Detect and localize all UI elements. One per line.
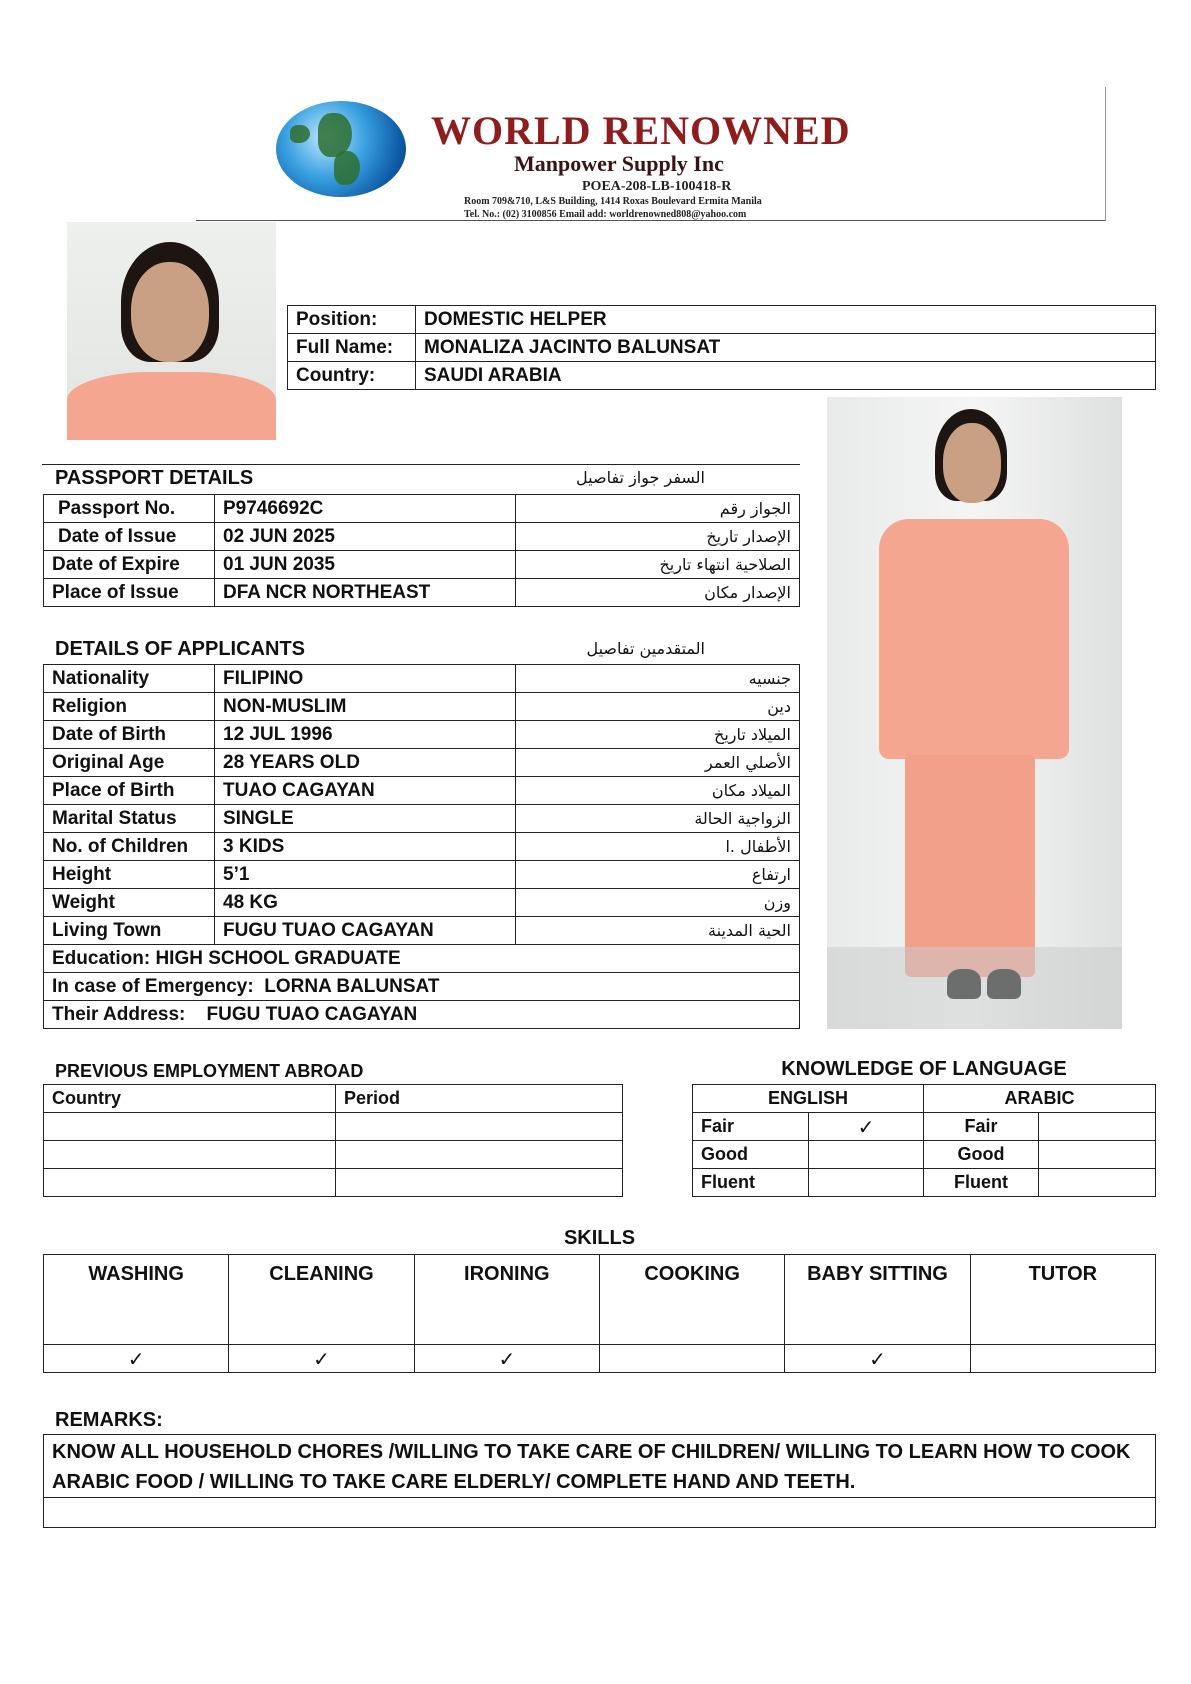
summary-label: Country: bbox=[288, 362, 416, 390]
skills-section-title: SKILLS bbox=[563, 1227, 636, 1249]
table-row bbox=[44, 721, 800, 749]
table-header-row bbox=[693, 1085, 1156, 1113]
summary-label: Position: bbox=[288, 306, 416, 334]
applicant-section-title-ar: المتقدمين تفاصيل bbox=[586, 639, 705, 658]
summary-value: MONALIZA JACINTO BALUNSAT bbox=[416, 334, 1156, 362]
language-table bbox=[692, 1084, 1156, 1197]
field-value: 12 JUL 1996 bbox=[215, 721, 516, 749]
table-row bbox=[44, 749, 800, 777]
emergency-address-field: Their Address: FUGU TUAO CAGAYAN bbox=[44, 1001, 800, 1029]
field-label-ar: الإصدار مكان bbox=[516, 579, 800, 607]
english-good-cell bbox=[809, 1141, 924, 1169]
empty-cell bbox=[44, 1169, 336, 1197]
table-row bbox=[44, 1169, 623, 1197]
remarks-table bbox=[43, 1434, 1156, 1528]
empty-cell bbox=[44, 1141, 336, 1169]
field-value: 48 KG bbox=[215, 889, 516, 917]
field-label: Date of Expire bbox=[44, 551, 215, 579]
field-label: Nationality bbox=[44, 665, 215, 693]
field-label-ar: وزن bbox=[516, 889, 800, 917]
empty-cell bbox=[44, 1113, 336, 1141]
skill-check-icon: ✓ bbox=[44, 1345, 229, 1373]
empty-cell bbox=[336, 1113, 623, 1141]
field-label: Place of Issue bbox=[44, 579, 215, 607]
company-name: WORLD RENOWNED bbox=[431, 108, 851, 153]
table-row bbox=[44, 551, 800, 579]
field-value: 5’1 bbox=[215, 861, 516, 889]
remarks-line-2: ARABIC FOOD / WILLING TO TAKE CARE ELDERLY/ COMPLETE HAND AND TEETH. bbox=[52, 1471, 856, 1493]
remarks-row bbox=[44, 1498, 1156, 1528]
letterhead bbox=[196, 87, 1106, 221]
field-label: Living Town bbox=[44, 917, 215, 945]
summary-label: Full Name: bbox=[288, 334, 416, 362]
language-arabic-header: ARABIC bbox=[924, 1085, 1156, 1113]
remarks-line-1: KNOW ALL HOUSEHOLD CHORES /WILLING TO TAKE CARE OF CHILDREN/ WILLING TO LEARN HOW TO COOK bbox=[52, 1441, 1131, 1463]
skill-check-icon bbox=[970, 1345, 1155, 1373]
company-license: POEA-208-LB-100418-R bbox=[582, 179, 732, 194]
applicant-table bbox=[43, 664, 800, 1029]
field-label: Height bbox=[44, 861, 215, 889]
field-label: Marital Status bbox=[44, 805, 215, 833]
field-value: 01 JUN 2035 bbox=[215, 551, 516, 579]
field-value: 3 KIDS bbox=[215, 833, 516, 861]
level-label: Good bbox=[693, 1141, 809, 1169]
arabic-fair-cell bbox=[1039, 1113, 1156, 1141]
table-row bbox=[44, 777, 800, 805]
table-row bbox=[44, 1113, 623, 1141]
summary-row bbox=[288, 306, 1156, 334]
level-label: Good bbox=[924, 1141, 1039, 1169]
table-row bbox=[44, 861, 800, 889]
field-value: 02 JUN 2025 bbox=[215, 523, 516, 551]
field-label-ar: الصلاحية انتهاء تاريخ bbox=[516, 551, 800, 579]
field-label-ar: الميلاد تاريخ bbox=[516, 721, 800, 749]
skill-check-icon: ✓ bbox=[785, 1345, 970, 1373]
empty-cell bbox=[336, 1141, 623, 1169]
field-value: DFA NCR NORTHEAST bbox=[215, 579, 516, 607]
column-header-period: Period bbox=[336, 1085, 623, 1113]
company-address: Room 709&710, L&S Building, 1414 Roxas Boulevard Ermita Manila bbox=[464, 196, 762, 207]
table-row bbox=[44, 495, 800, 523]
skill-name: TUTOR bbox=[970, 1255, 1155, 1345]
globe-logo-icon bbox=[276, 101, 406, 197]
field-label-ar: الأطفال .ا bbox=[516, 833, 800, 861]
applicant-full-body-photo bbox=[827, 397, 1122, 1029]
field-value: NON-MUSLIM bbox=[215, 693, 516, 721]
emergency-contact-field: In case of Emergency: LORNA BALUNSAT bbox=[44, 973, 800, 1001]
table-row bbox=[693, 1113, 1156, 1141]
skill-check-icon: ✓ bbox=[229, 1345, 414, 1373]
field-label-ar: الأصلي العمر bbox=[516, 749, 800, 777]
table-row bbox=[44, 833, 800, 861]
applicant-section-title: DETAILS OF APPLICANTS bbox=[55, 638, 305, 660]
summary-value: DOMESTIC HELPER bbox=[416, 306, 1156, 334]
field-label-ar: الميلاد مكان bbox=[516, 777, 800, 805]
field-label-ar: دين bbox=[516, 693, 800, 721]
arabic-fluent-cell bbox=[1039, 1169, 1156, 1197]
skill-name: IRONING bbox=[414, 1255, 599, 1345]
applicant-portrait-photo bbox=[67, 222, 276, 440]
skills-table bbox=[43, 1254, 1156, 1373]
summary-row bbox=[288, 334, 1156, 362]
skill-check-icon: ✓ bbox=[414, 1345, 599, 1373]
skill-check-icon bbox=[599, 1345, 784, 1373]
remarks-title: REMARKS: bbox=[55, 1409, 163, 1431]
field-label: No. of Children bbox=[44, 833, 215, 861]
table-row bbox=[44, 665, 800, 693]
field-label: Original Age bbox=[44, 749, 215, 777]
skill-name: BABY SITTING bbox=[785, 1255, 970, 1345]
level-label: Fair bbox=[924, 1113, 1039, 1141]
summary-table bbox=[287, 305, 1156, 390]
arabic-good-cell bbox=[1039, 1141, 1156, 1169]
english-fluent-cell bbox=[809, 1169, 924, 1197]
skill-name: CLEANING bbox=[229, 1255, 414, 1345]
field-label: Place of Birth bbox=[44, 777, 215, 805]
table-row bbox=[44, 523, 800, 551]
passport-title-rule bbox=[42, 464, 800, 465]
table-row bbox=[693, 1141, 1156, 1169]
empty-cell bbox=[44, 1498, 1156, 1528]
field-label-ar: الحية المدينة bbox=[516, 917, 800, 945]
table-header-row bbox=[44, 1085, 623, 1113]
language-section-title: KNOWLEDGE OF LANGUAGE bbox=[781, 1058, 1067, 1080]
level-label: Fair bbox=[693, 1113, 809, 1141]
table-row bbox=[693, 1169, 1156, 1197]
column-header-country: Country bbox=[44, 1085, 336, 1113]
field-value: SINGLE bbox=[215, 805, 516, 833]
field-label: Date of Issue bbox=[44, 523, 215, 551]
table-row bbox=[44, 579, 800, 607]
field-label: Passport No. bbox=[44, 495, 215, 523]
table-row bbox=[44, 1141, 623, 1169]
skills-header-row bbox=[44, 1255, 1156, 1345]
passport-table bbox=[43, 494, 800, 607]
field-label-ar: ارتفاع bbox=[516, 861, 800, 889]
employment-table bbox=[43, 1084, 623, 1197]
education-field: Education: HIGH SCHOOL GRADUATE bbox=[44, 945, 800, 973]
field-label-ar: جنسيه bbox=[516, 665, 800, 693]
summary-value: SAUDI ARABIA bbox=[416, 362, 1156, 390]
summary-row bbox=[288, 362, 1156, 390]
table-row bbox=[44, 945, 800, 973]
field-label: Weight bbox=[44, 889, 215, 917]
table-row bbox=[44, 889, 800, 917]
table-row bbox=[44, 1001, 800, 1029]
skill-name: WASHING bbox=[44, 1255, 229, 1345]
table-row bbox=[44, 917, 800, 945]
remarks-text bbox=[44, 1435, 1156, 1498]
level-label: Fluent bbox=[924, 1169, 1039, 1197]
field-value: FUGU TUAO CAGAYAN bbox=[215, 917, 516, 945]
skills-check-row bbox=[44, 1345, 1156, 1373]
table-row bbox=[44, 805, 800, 833]
field-label-ar: الجواز رقم bbox=[516, 495, 800, 523]
field-value: TUAO CAGAYAN bbox=[215, 777, 516, 805]
table-row bbox=[44, 693, 800, 721]
employment-section-title: PREVIOUS EMPLOYMENT ABROAD bbox=[55, 1061, 364, 1081]
company-contact: Tel. No.: (02) 3100856 Email add: worldrenowned808@yahoo.com bbox=[464, 209, 747, 220]
remarks-row bbox=[44, 1435, 1156, 1498]
field-label: Date of Birth bbox=[44, 721, 215, 749]
field-value: 28 YEARS OLD bbox=[215, 749, 516, 777]
company-subtitle: Manpower Supply Inc bbox=[514, 151, 724, 176]
english-fair-check-icon: ✓ bbox=[809, 1113, 924, 1141]
level-label: Fluent bbox=[693, 1169, 809, 1197]
skill-name: COOKING bbox=[599, 1255, 784, 1345]
passport-section-title-ar: السفر جواز تفاصيل bbox=[576, 468, 705, 487]
language-english-header: ENGLISH bbox=[693, 1085, 924, 1113]
field-label: Religion bbox=[44, 693, 215, 721]
empty-cell bbox=[336, 1169, 623, 1197]
passport-section-title: PASSPORT DETAILS bbox=[55, 467, 254, 489]
field-label-ar: الإصدار تاريخ bbox=[516, 523, 800, 551]
field-value: P9746692C bbox=[215, 495, 516, 523]
field-label-ar: الزواجية الحالة bbox=[516, 805, 800, 833]
field-value: FILIPINO bbox=[215, 665, 516, 693]
table-row bbox=[44, 973, 800, 1001]
